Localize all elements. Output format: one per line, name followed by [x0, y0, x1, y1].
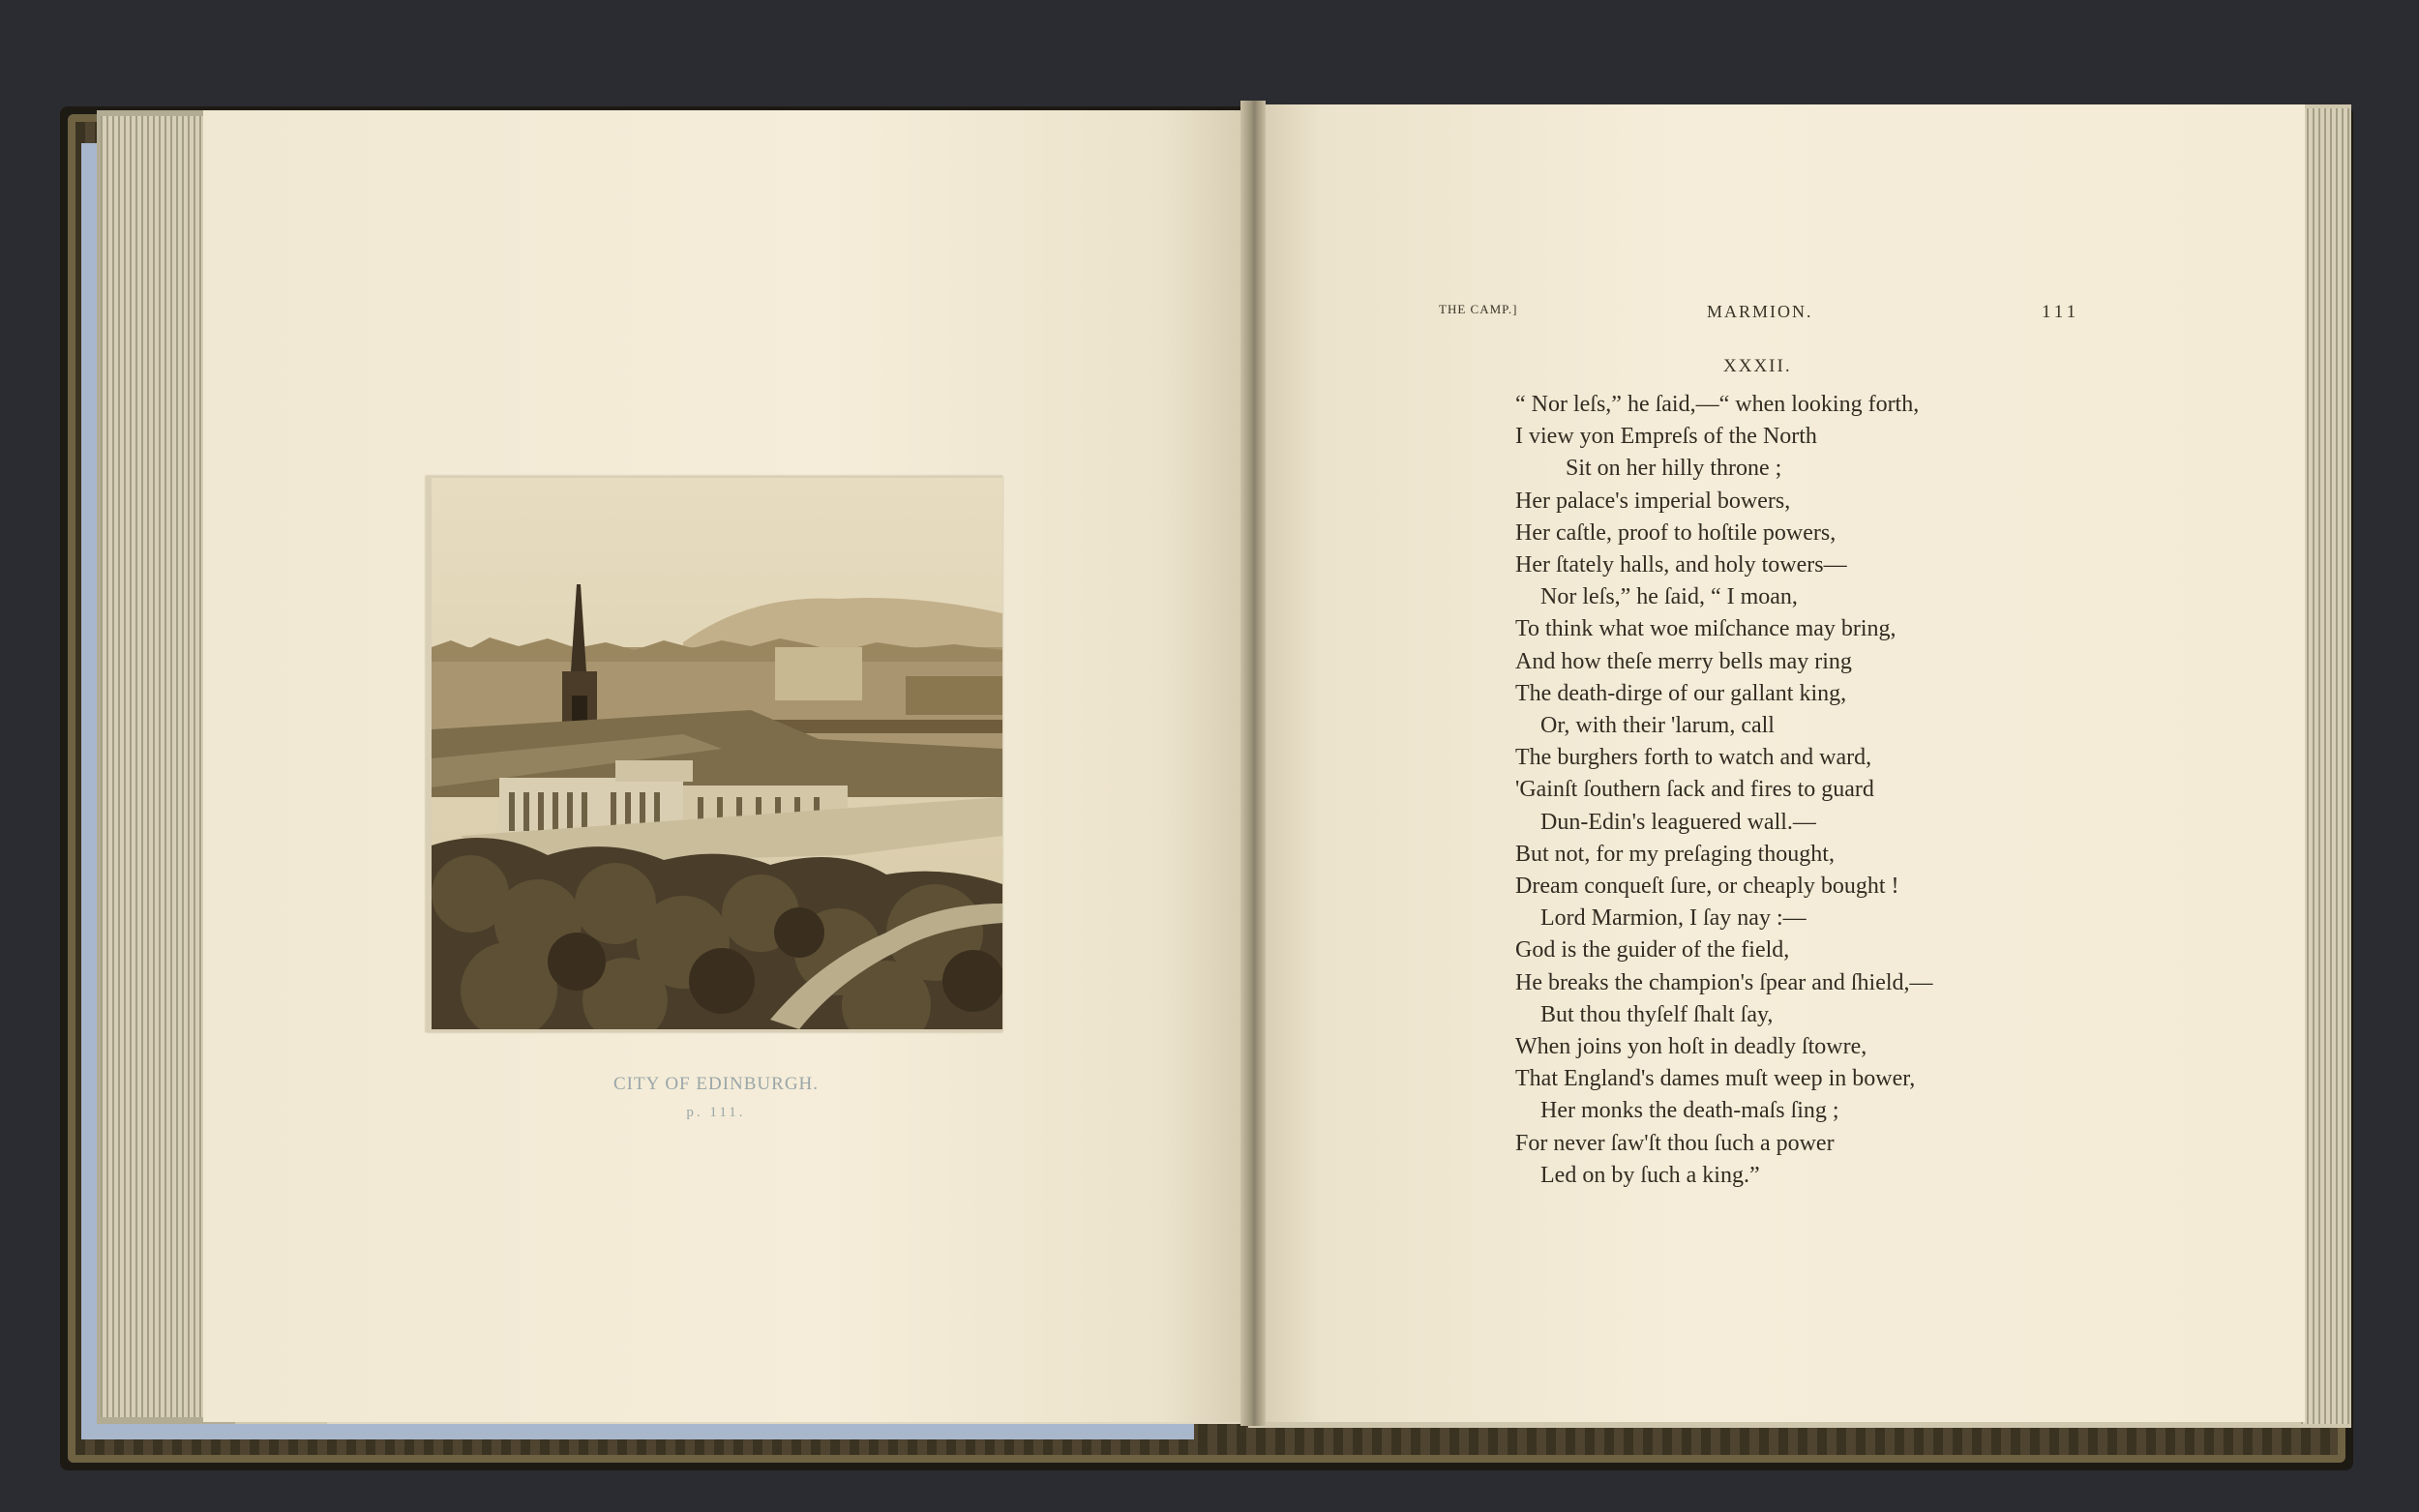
right-page-edges: [2301, 108, 2349, 1424]
poem-line: Nor leſs,” he ſaid, “ I moan,: [1540, 584, 1798, 610]
poem-line: The burghers forth to watch and ward,: [1515, 745, 1872, 771]
poem-line: Lord Marmion, I ſay nay :—: [1540, 905, 1807, 932]
plate-caption: CITY OF EDINBURGH.: [612, 1074, 820, 1094]
poem-line: 'Gainſt ſouthern ſack and fires to guard: [1515, 777, 1874, 803]
poem-line: “ Nor leſs,” he ſaid,—“ when looking forth,: [1515, 392, 1920, 417]
poem-line: Dun-Edin's leaguered wall.—: [1540, 809, 1816, 835]
poem-line: Sit on her hilly throne ;: [1566, 456, 1782, 482]
stanza-number: XXXII.: [1723, 356, 1792, 376]
poem-line: But not, for my preſaging thought,: [1515, 841, 1835, 867]
page-number: 111: [2042, 302, 2080, 322]
poem-line: That England's dames muſt weep in bower,: [1515, 1066, 1916, 1092]
poem-line: Or, with their 'larum, call: [1540, 713, 1775, 739]
poem-line: Her palace's imperial bowers,: [1515, 488, 1791, 514]
poem-line: Her caſtle, proof to hoſtile powers,: [1515, 519, 1837, 546]
poem-line: When joins yon hoſt in deadly ſtowre,: [1515, 1034, 1867, 1060]
poem-line: Her monks the death-maſs ſing ;: [1540, 1098, 1839, 1124]
poem-line: God is the guider of the field,: [1515, 937, 1790, 964]
poem-line: But thou thyſelf ſhalt ſay,: [1540, 1001, 1774, 1027]
poem-line: Dream conqueſt ſure, or cheaply bought !: [1515, 874, 1899, 900]
poem-stanza: [1515, 389, 2038, 1192]
poem-line: He breaks the champion's ſpear and ſhield,—: [1515, 969, 1933, 995]
poem-line: Her ſtately halls, and holy towers—: [1515, 552, 1847, 578]
book-gutter: [1240, 101, 1266, 1426]
running-head-section: THE CAMP.]: [1439, 302, 1518, 316]
left-page-edges: [101, 116, 209, 1417]
poem-line: Led on by ſuch a king.”: [1540, 1162, 1760, 1188]
poem-line: The death-dirge of our gallant king,: [1515, 680, 1847, 706]
poem-line: For never ſaw'ſt thou ſuch a power: [1515, 1130, 1835, 1156]
edinburgh-photograph: [432, 478, 1002, 1029]
plate-page-reference: p. 111.: [686, 1105, 746, 1120]
poem-line: To think what woe miſchance may bring,: [1515, 616, 1896, 642]
poem-line: And how theſe merry bells may ring: [1515, 648, 1852, 674]
poem-line: I view yon Empreſs of the North: [1515, 424, 1817, 450]
running-head-title: MARMION.: [1707, 302, 1813, 321]
photograph-image: [432, 478, 1002, 1029]
